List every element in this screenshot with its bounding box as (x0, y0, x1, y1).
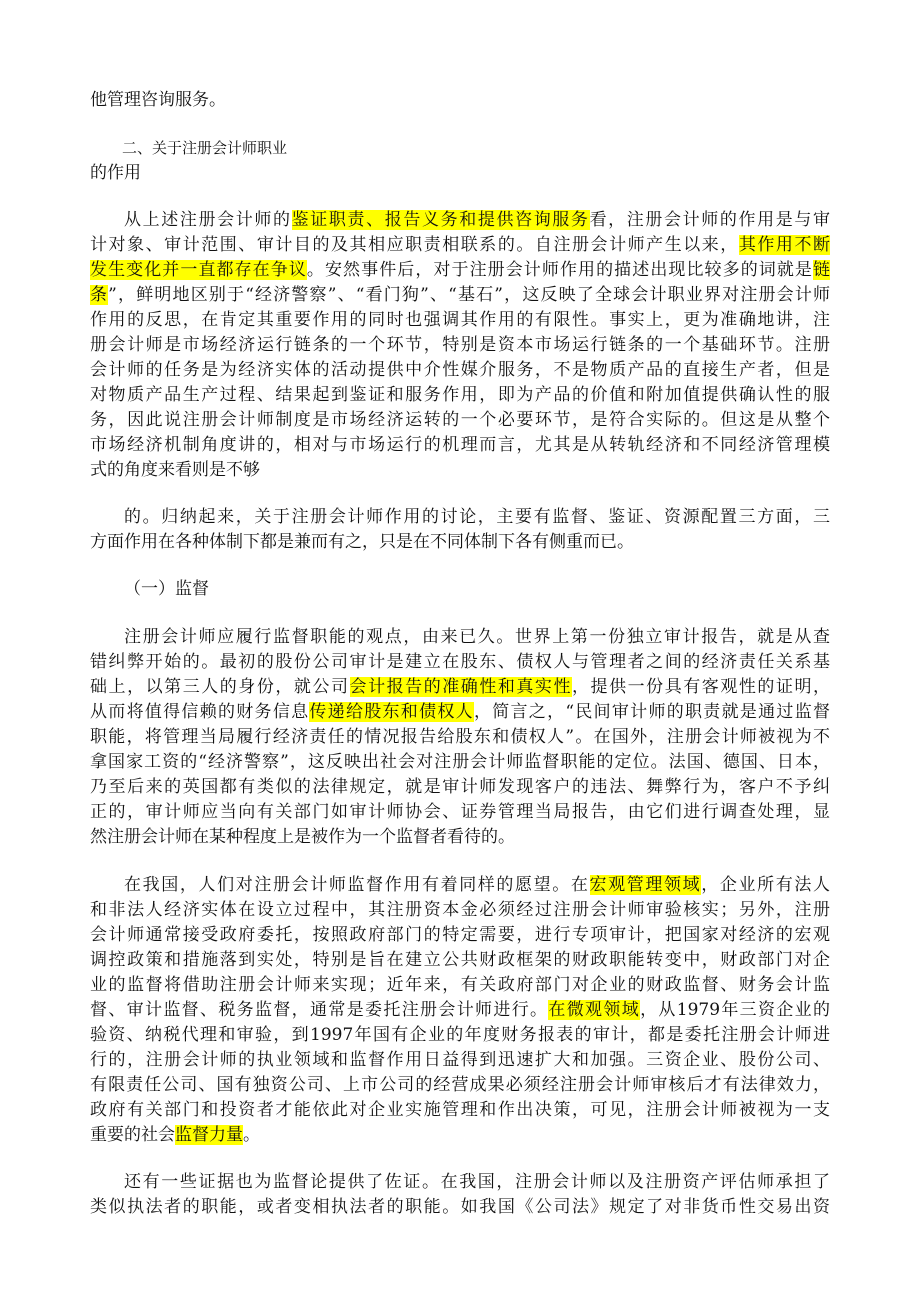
subheading-supervision: （一）监督 (124, 579, 209, 599)
p1-line-9: 务，因此说注册会计师制度是市场经济运转的一个必要环节，是符合实际的。但这是从整个 (90, 410, 830, 430)
p3-line-3 (90, 675, 830, 699)
highlight: 在微观领域 (548, 1000, 641, 1020)
p1-line-10: 市场经济机制角度讲的，相对与市场运行的机理而言，尤其是从转轨经济和不同经济管理模 (90, 435, 830, 455)
p3-line-5: 职能，将管理当局履行经济责任的情况报告给股东和债权人”。在国外，注册会计师被视为不 (90, 727, 830, 747)
p1-line-7: 会计师的任务是为经济实体的活动提供中介性媒介服务，不是物质产品的直接生产者，但是 (90, 360, 830, 380)
p4-line-6 (90, 998, 830, 1022)
text: ，从1979年三资企业的 (640, 1000, 831, 1020)
highlight: 会计报告的准确性和真实性 (349, 677, 573, 697)
p3-line-4 (90, 700, 830, 724)
text: 。安然事件后，对于注册会计师作用的描述出现比较多的词就是 (306, 260, 814, 280)
text: ，简言之，“民间审计师的职责就是通过监督 (473, 702, 830, 722)
p4-line-11 (90, 1123, 260, 1147)
text: 督、审计监督、税务监督，通常是委托注册会计师进行。 (90, 1000, 549, 1020)
text: 础上，以第三人的身份，就公司 (90, 677, 350, 697)
p3-line-2: 错纠弊开始的。最初的股份公司审计是建立在股东、债权人与管理者之间的经济责任关系基 (90, 652, 830, 672)
p4-line-2: 和非法人经济实体在设立过程中，其注册资本金必须经过注册会计师审验核实；另外，注册 (90, 900, 830, 920)
p4-line-3: 会计师通常接受政府委托，按照政府部门的特定需要，进行专项审计，把国家对经济的宏观 (90, 925, 830, 945)
p3-line-1: 注册会计师应履行监督职能的观点，由来已久。世界上第一份独立审计报告，就是从查 (124, 627, 830, 647)
p1-line-2 (90, 233, 830, 257)
p3-line-6: 拿国家工资的“经济警察”，这反映出社会对注册会计师监督职能的定位。法国、德国、日本， (90, 752, 830, 772)
highlight: 其作用不断 (738, 235, 831, 255)
highlight: 发生变化并一直都存在争议 (90, 260, 307, 280)
p4-line-10: 政府有关部门和投资者才能依此对企业实施管理和作出决策，可见，注册会计师被视为一支 (90, 1100, 830, 1120)
p4-line-4: 调控政策和措施落到实处，特别是旨在建立公共财政框架的财政职能转变中，财政部门对企 (90, 950, 830, 970)
p1-line-4 (90, 283, 830, 307)
p1-line-11: 式的角度来看则是不够 (90, 460, 260, 480)
highlight: 监督力量 (175, 1125, 243, 1145)
p2-line-1: 的。归纳起来，关于注册会计师作用的讨论，主要有监督、鉴证、资源配置三方面，三 (124, 507, 830, 527)
text: 重要的社会 (90, 1125, 175, 1145)
text: 计对象、审计范围、审计目的及其相应职责相联系的。自注册会计师产生以来， (90, 235, 739, 255)
text: 从上述注册会计师的 (124, 210, 292, 230)
text: 在我国，人们对注册会计师监督作用有着同样的愿望。在 (124, 875, 590, 895)
text: 。 (243, 1125, 260, 1145)
highlight: 链 (813, 260, 831, 280)
p4-line-5: 业的监督将借助注册会计师来实现；近年来，有关政府部门对企业的财政监督、财务会计监 (90, 975, 830, 995)
section-heading-text: 二、关于注册会计师职业 (122, 139, 288, 157)
p4-line-7: 验资、纳税代理和审验，到1997年国有企业的年度财务报表的审计，都是委托注册会计师进 (90, 1025, 830, 1045)
highlight: 鉴证职责、报告义务和提供咨询服务 (291, 210, 590, 230)
highlight: 宏观管理领域 (589, 875, 702, 895)
p5-line-2: 类似执法者的职能，或者变相执法者的职能。如我国《公司法》规定了对非货币性交易出资 (90, 1197, 830, 1217)
text: ”，鲜明地区别于“经济警察”、“看门狗”、“基石”，这反映了全球会计职业界对注册会计师 (108, 285, 830, 305)
p4-line-1 (124, 873, 830, 897)
text: 看，注册会计师的作用是与审 (589, 210, 831, 230)
text: 他管理咨询服务。 (90, 90, 226, 110)
p2-line-2: 方面作用在各种体制下都是兼而有之，只是在不同体制下各有侧重而已。 (90, 532, 634, 552)
p1-line-5: 作用的反思，在肯定其重要作用的同时也强调其作用的有限性。事实上，更为准确地讲，注 (90, 310, 830, 330)
p4-line-9: 有限责任公司、国有独资公司、上市公司的经营成果必须经注册会计师审核后才有法律效力， (90, 1075, 830, 1095)
text: ，提供一份具有客观性的证明， (572, 677, 831, 697)
section-heading-text-2: 的作用 (90, 163, 141, 183)
p4-line-8: 行的，注册会计师的执业领域和监督作用日益得到迅速扩大和加强。三资企业、股份公司、 (90, 1050, 830, 1070)
intro-tail-line (90, 88, 226, 112)
section-heading (122, 136, 287, 160)
highlight: 传递给股东和债权人 (309, 702, 474, 722)
p1-line-1 (124, 208, 830, 232)
p3-line-9: 然注册会计师在某种程度上是被作为一个监督者看待的。 (90, 827, 515, 847)
text: ，企业所有法人 (701, 875, 831, 895)
p3-line-7: 乃至后来的英国都有类似的法律规定，就是审计师发现客户的违法、舞弊行为，客户不予纠 (90, 777, 830, 797)
p5-line-1: 还有一些证据也为监督论提供了佐证。在我国，注册会计师以及注册资产评估师承担了 (124, 1172, 830, 1192)
section-heading-cont (90, 161, 141, 185)
p1-line-3 (90, 258, 830, 282)
p1-line-8: 对物质产品生产过程、结果起到鉴证和服务作用，即为产品的价值和附加值提供确认性的服 (90, 385, 830, 405)
p3-line-8: 正的，审计师应当向有关部门如审计师协会、证券管理当局报告，由它们进行调查处理，显 (90, 802, 830, 822)
p1-line-6: 册会计师是市场经济运行链条的一个环节，特别是资本市场运行链条的一个基础环节。注册 (90, 335, 830, 355)
highlight: 条 (90, 285, 109, 305)
text: 从而将值得信赖的财务信息 (90, 702, 310, 722)
